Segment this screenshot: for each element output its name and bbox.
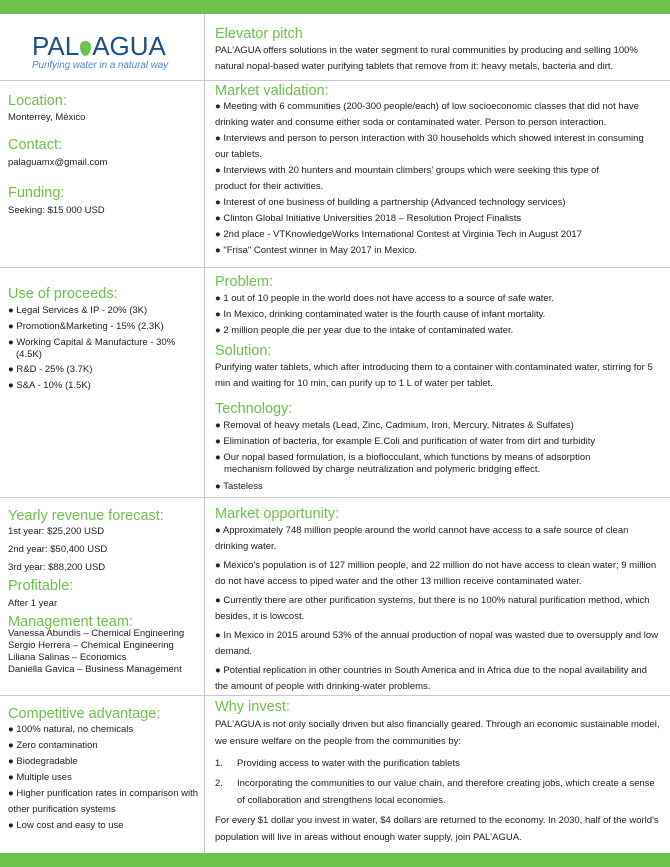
market-validation-list (215, 99, 660, 259)
divider (0, 267, 670, 268)
profitable-value: After 1 year (8, 598, 58, 609)
list-item: ● S&A - 10% (1.5K) (8, 380, 91, 391)
list-item: ● 2 million people die per year due to the intake of contaminated water. (215, 325, 514, 336)
list-item: ● Legal Services & IP - 20% (3K) (8, 305, 148, 316)
contact-heading: Contact: (8, 137, 62, 153)
location-heading: Location: (8, 93, 67, 109)
list-item: ● Interest of one business of building a partnership (Advanced technology services) (215, 197, 566, 208)
list-item: ● Higher purification rates in comparison with other purification systems (8, 788, 199, 815)
list-item: ● Biodegradable (8, 756, 78, 767)
logo-wordmark: PAL AGUA (32, 31, 166, 61)
revenue-heading: Yearly revenue forecast: (8, 508, 164, 524)
list-item: ● Currently there are other purification systems, but there is no 100% natural purification method, which besides, it is lowcost. (215, 595, 650, 622)
team-member: Liliana Salinas – Economics (8, 652, 127, 663)
why-invest-list (215, 755, 655, 809)
list-item: ● Promotion&Marketing - 15% (2.3K) (8, 321, 164, 332)
list-item: 1. Providing access to water with the purification tablets (215, 758, 460, 769)
list-item: ● Interviews and person to person interaction with 30 households which showed interest in consuming our tablets. (215, 133, 644, 160)
list-item: ● R&D - 25% (3.7K) (8, 364, 93, 375)
revenue-list (8, 523, 107, 577)
list-item: ● 2nd place - VTKnowledgeWorks International Contest at Virginia Tech in August 2017 (215, 229, 582, 240)
list-item: ● Tasteless (215, 481, 263, 492)
solution-heading: Solution: (215, 343, 272, 359)
divider (0, 695, 670, 696)
elevator-text: PAL'AGUA offers solutions in the water segment to rural communities by producing and selling 100% natural nopal-based water purifying tablets that remove from it: heavy metals, bacteria and dirt. (215, 45, 638, 72)
revenue-year-2: 2nd year: $50,400 USD (8, 544, 108, 555)
list-item: ● Zero contamination (8, 740, 98, 751)
location-value: Monterrey, México (8, 112, 86, 123)
market-validation-heading: Market validation: (215, 83, 329, 99)
bottom-bar (0, 853, 670, 867)
list-item: ● Approximately 748 million people around the world cannot have access to a safe source of clean drinking water. (215, 525, 629, 552)
list-item: ● 100% natural, no chemicals (8, 724, 134, 735)
use-of-proceeds-heading: Use of proceeds: (8, 286, 118, 302)
team-member: Vanessa Abundis – Chemical Engineering (8, 628, 185, 639)
list-item: 2. Incorporating the communities to our value chain, and therefore creating jobs, which create a sense of collaboration and strengthens local economies. (215, 778, 655, 806)
list-item: ● Interviews with 20 hunters and mountain climbers' groups which were seeking this type of product for their activities. (215, 165, 600, 192)
technology-list (215, 418, 660, 495)
team-list (8, 628, 184, 676)
problem-heading: Problem: (215, 274, 274, 290)
list-item: ● 1 out of 10 people in the world does not have access to a source of safe water. (215, 293, 554, 304)
why-invest-heading: Why invest: (215, 699, 290, 715)
market-opportunity-heading: Market opportunity: (215, 506, 340, 522)
use-of-proceeds-list (8, 305, 198, 396)
market-opportunity-list (215, 523, 660, 695)
why-invest-closing: For every $1 dollar you invest in water, $4 dollars are returned to the economy. In 2030, half of the world's population will live in areas without enough water supply, join PAL'AGUA. (215, 815, 659, 843)
list-item: ● Mexico's population is of 127 million people, and 22 million do not have access to clean water; 9 million do not have access to piped water and the other 13 million receive contaminated water. (215, 560, 657, 587)
list-item: ● In Mexico, drinking contaminated water is the fourth cause of infant mortality. (215, 309, 546, 320)
list-item: ● Multiple uses (8, 772, 72, 783)
revenue-year-1: 1st year: $25,200 USD (8, 526, 105, 537)
column-divider (204, 14, 205, 853)
list-item: ● "Frisa" Contest winner in May 2017 in Mexico. (215, 245, 418, 256)
profitable-heading: Profitable: (8, 578, 74, 594)
competitive-list (8, 722, 198, 834)
logo (32, 32, 182, 72)
technology-heading: Technology: (215, 401, 293, 417)
divider (0, 497, 670, 498)
list-item: ● Meeting with 6 communities (200-300 people/each) of low socioeconomic classes that did not have drinking water and consume either soda or contaminated water. Person to person interaction. (215, 101, 639, 128)
list-item: ● Clinton Global Initiative Universities 2018 – Resolution Project Finalists (215, 213, 522, 224)
list-item: ● Elimination of bacteria, for example E.Coli and purification of water from dirt and turbidity (215, 436, 596, 447)
logo-tagline: Purifying water in a natural way (32, 60, 169, 71)
list-item: ● Working Capital & Manufacture - 30% (4.5K) (8, 337, 176, 360)
team-member: Sergio Herrera – Chemical Engineering (8, 640, 174, 651)
competitive-heading: Competitive advantage: (8, 706, 161, 722)
team-heading: Management team: (8, 614, 133, 630)
contact-email: palaguamx@gmail.com (8, 157, 108, 168)
water-drop-icon (80, 41, 91, 56)
top-bar (0, 0, 670, 14)
divider (0, 80, 670, 81)
why-invest-intro: PAL'AGUA is not only socially driven but also financially geared. Through an economic sustainable model, we ensure welfare on the people from the communities by: (215, 719, 660, 747)
list-item: ● Our nopal based formulation, is a bioflocculant, which functions by means of adsorption mechanism followed by charge neutralization and polymeric bridging effect. (215, 452, 591, 475)
revenue-year-3: 3rd year: $88,200 USD (8, 562, 106, 573)
funding-value: Seeking: $15 000 USD (8, 205, 105, 216)
elevator-heading: Elevator pitch (215, 26, 303, 42)
problem-list (215, 291, 660, 339)
funding-heading: Funding: (8, 185, 65, 201)
list-item: ● Removal of heavy metals (Lead, Zinc, Cadmium, Iron, Mercury, Nitrates & Sulfates) (215, 420, 574, 431)
list-item: ● Low cost and easy to use (8, 820, 124, 831)
list-item: ● In Mexico in 2015 around 53% of the annual production of nopal was wasted due to oversupply and low demand. (215, 630, 659, 657)
solution-text: Purifying water tablets, which after introducing them to a container with contaminated water, stirring for 5 min and waiting for 10 min, can purify up to 1 L of water per tablet. (215, 362, 653, 389)
list-item: ● Potential replication in other countries in South America and in Africa due to the nopal availability and the amount of people with drinking-water problems. (215, 665, 647, 692)
team-member: Daniella Gavica – Business Management (8, 664, 182, 675)
